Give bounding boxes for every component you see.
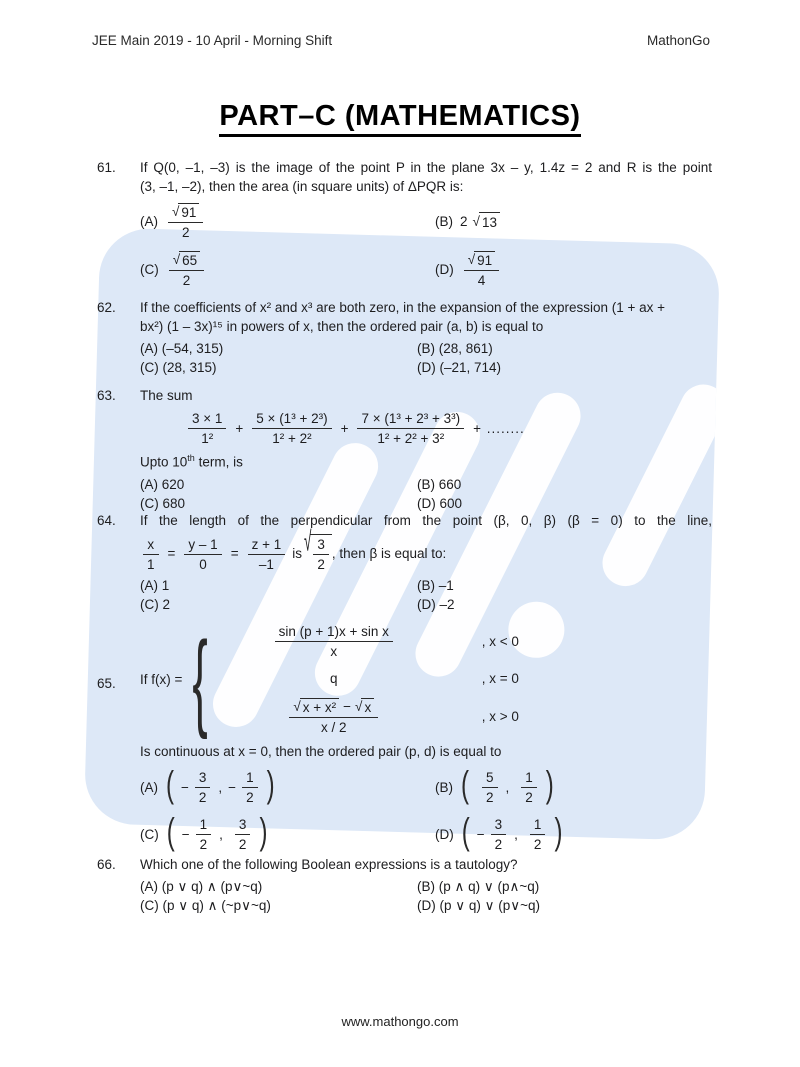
lparen-symbol: ( <box>461 764 469 807</box>
rparen-symbol: ) <box>554 811 563 854</box>
option-c: (C) √ 65 2 <box>140 250 435 289</box>
fraction: √ 91 4 <box>464 250 499 289</box>
fraction: $\frac{1}{2}$ <box>242 768 258 806</box>
option-b: (B) ( $\frac{5}{2}$ , $\frac{1}{2}$ ) <box>435 764 554 807</box>
question-number: 62. <box>97 300 116 315</box>
sqrt-symbol: √ <box>355 699 363 714</box>
options-row <box>140 358 712 377</box>
fraction: $\frac{1}{2}$ <box>196 815 212 853</box>
question-number: 61. <box>97 160 116 175</box>
fraction: √ 65 2 <box>169 250 204 289</box>
fraction: $\frac{1}{2}$ <box>530 815 546 853</box>
option-c: (C) ( − $\frac{1}{2}$ , $\frac{3}{2}$ ) <box>140 811 268 854</box>
option-d: (D) ( − $\frac{3}{2}$ , $\frac{1}{2}$ ) <box>435 811 563 854</box>
question-text-line: The sum <box>140 388 193 403</box>
options-row <box>140 202 712 241</box>
question-number: 63. <box>97 388 116 403</box>
options-row <box>140 877 712 896</box>
piecewise-cases <box>214 622 519 736</box>
lparen-symbol: ( <box>166 811 175 854</box>
sqrt-symbol: √ <box>467 252 476 267</box>
fraction: $\frac{\text{7 × (1³ + 2³ + 3³)}}{\text{1² + 2² + 3²}}$ <box>357 409 464 447</box>
section-title-wrap <box>0 100 800 137</box>
lparen-symbol: ( <box>461 811 470 854</box>
line-equation: $\frac{x}{1}$ = $\frac{y - 1}{0}$ = $\frac{z + 1}{-1}$ is √ $\frac{3}{2}$ , then β is equal to: <box>140 534 712 573</box>
rparen-symbol: ) <box>266 764 275 807</box>
question-text-line: If Q(0, –1, –3) is the image of the point P in the plane 3x – y, 1.4z = 2 and R is the point <box>140 160 712 175</box>
fraction: $\frac{5}{2}$ <box>482 768 498 806</box>
rparen-symbol: ) <box>259 811 268 854</box>
options-row <box>140 595 712 614</box>
header-exam-title: JEE Main 2019 - 10 April - Morning Shift <box>92 33 333 48</box>
question-text-line: bx²) (1 – 3x)¹⁵ in powers of x, then the ordered pair (a, b) is equal to <box>140 319 544 334</box>
question-number: 64. <box>97 513 116 528</box>
options-row <box>140 494 712 513</box>
sqrt-symbol: √ <box>293 699 301 714</box>
fraction: $\frac{z + 1}{-1}$ <box>248 535 286 573</box>
question-number: 66. <box>97 857 116 872</box>
options-row <box>140 250 712 289</box>
option-b: (B) 660 <box>417 476 462 492</box>
option-c: (C) 680 <box>140 495 186 511</box>
question-text-line: (3, –1, –2), then the area (in square units) of ΔPQR is: <box>140 179 464 194</box>
page-header <box>92 33 710 48</box>
option-a: (A) (–54, 315) <box>140 341 224 356</box>
case-row: √ x + x² − √ x x / 2 , x > 0 <box>214 697 519 736</box>
question-text-line: Which one of the following Boolean expressions is a tautology? <box>140 857 518 872</box>
page-footer <box>0 1014 800 1029</box>
fraction: $\frac{1}{2}$ <box>521 768 537 806</box>
fraction: √ x + x² − √ x x / 2 <box>289 697 378 736</box>
option-b: (B) (28, 861) <box>417 341 493 356</box>
options-row <box>140 811 712 854</box>
question-text-line: Is continuous at x = 0, then the ordered pair (p, d) is equal to <box>140 744 502 759</box>
fraction: √ 91 2 <box>168 202 203 241</box>
case-row: q , x = 0 <box>330 671 519 686</box>
header-brand: MathonGo <box>646 33 710 48</box>
options-row <box>140 896 712 915</box>
case-row: $\frac{\text{sin (p + 1)x + sin x}}{x}$ , x < 0 <box>214 622 519 660</box>
option-d: (D) √ 91 4 <box>435 250 502 289</box>
sqrt-symbol: √ <box>472 213 480 229</box>
fraction: $\frac{\text{sin (p + 1)x + sin x}}{x}$ <box>275 622 393 660</box>
fraction: $\frac{x}{1}$ <box>143 535 159 573</box>
fraction: $\frac{y - 1}{0}$ <box>184 535 221 573</box>
fraction: $\frac{3 \times 1}{\text{1²}}$ <box>188 409 226 447</box>
option-d: (D) (–21, 714) <box>417 360 502 375</box>
sum-formula: $\frac{3 \times 1}{\text{1²}}$ + $\frac{\text{5 × (1³ + 2³)}}{\text{1² + 2²}}$ + $\frac{\text{7 × (1³ + 2³ + 3³)}}{\text{1² + 2² + 3²}}$ + ........ <box>185 409 712 447</box>
option-c: (C) 2 <box>140 597 170 612</box>
sqrt-symbol: √ <box>303 525 312 557</box>
rparen-symbol: ) <box>545 764 554 807</box>
fraction: $\frac{\text{5 × (1³ + 2³)}}{\text{1² + 2²}}$ <box>252 409 331 447</box>
option-a: (A) (p ∨ q) ∧ (p∨~q) <box>140 879 263 894</box>
question-text-line: If the coefficients of x² and x³ are both zero, in the expansion of the expression (1 + ax + <box>140 300 666 315</box>
piecewise-function: If f(x) = { $\frac{\text{sin (p + 1)x + sin x}}{x}$ , x < 0 q , x = 0 √ x + x² − √ x x / 2 , x > 0 <box>140 617 519 741</box>
option-a: (A) 1 <box>140 578 170 593</box>
options-row <box>140 339 712 358</box>
option-a: (A) 620 <box>140 476 185 492</box>
section-title: PART–C (MATHEMATICS) <box>219 100 580 137</box>
options-row <box>140 576 712 595</box>
option-a: (A) ( − $\frac{3}{2}$ , − $\frac{1}{2}$ ) <box>140 764 275 807</box>
options-row <box>140 475 712 494</box>
fraction: $\frac{3}{2}$ <box>195 768 211 806</box>
option-b: (B) –1 <box>417 578 454 593</box>
option-d: (D) 600 <box>417 495 463 511</box>
option-d: (D) –2 <box>417 597 455 612</box>
sqrt-symbol: √ <box>172 252 181 267</box>
option-d: (D) (p ∨ q) ∨ (p∨~q) <box>417 898 541 913</box>
lparen-symbol: ( <box>166 764 174 807</box>
fraction: $\frac{3}{2}$ <box>491 815 507 853</box>
sqrt-expression <box>303 525 332 573</box>
option-b: (B) (p ∧ q) ∨ (p∧~q) <box>417 879 540 894</box>
brace-symbol: { <box>192 617 208 741</box>
question-text-line: If the length of the perpendicular from the point (β, 0, β) (β = 0) to the line, <box>140 513 712 528</box>
option-b: (B) 2 √ 13 <box>435 212 500 232</box>
footer-url: www.mathongo.com <box>341 1014 459 1029</box>
fraction: $\frac{3}{2}$ <box>235 815 251 853</box>
option-c: (C) (28, 315) <box>140 360 217 375</box>
question-text-line: Upto 10th term, is <box>140 453 243 470</box>
sqrt-symbol: √ <box>172 204 180 219</box>
option-a: (A) √ 91 2 <box>140 202 435 241</box>
fraction: $\frac{3}{2}$ <box>313 535 329 573</box>
option-c: (C) (p ∨ q) ∧ (~p∨~q) <box>140 898 271 913</box>
options-row <box>140 764 712 807</box>
question-number: 65. <box>97 676 116 691</box>
